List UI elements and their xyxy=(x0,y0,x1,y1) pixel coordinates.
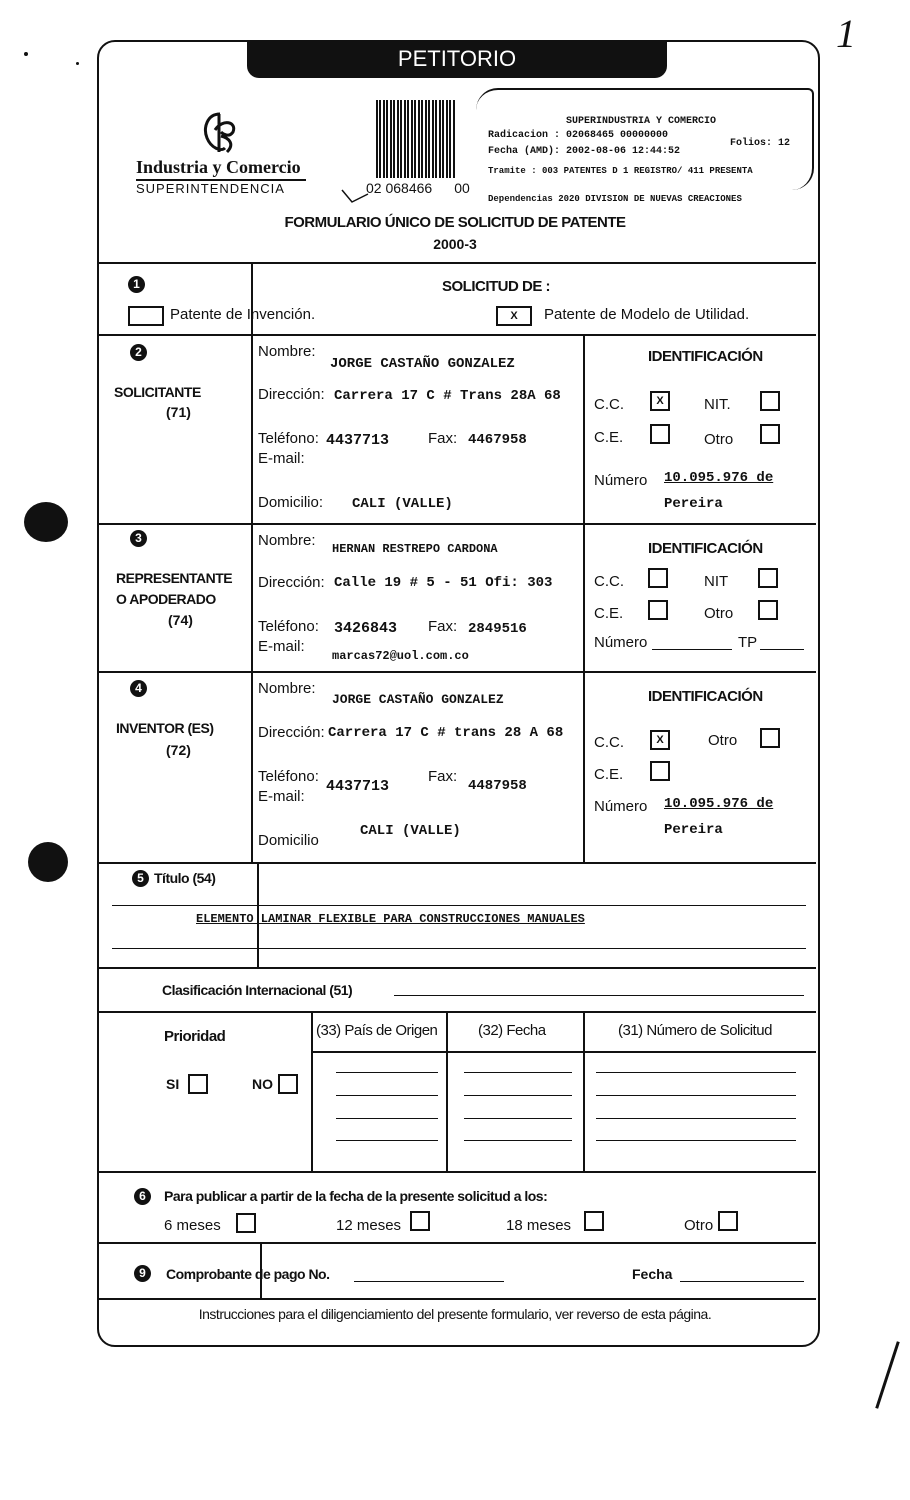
dieciocho-meses-checkbox[interactable] xyxy=(584,1211,604,1231)
otro-checkbox[interactable] xyxy=(718,1211,738,1231)
comprobante-line[interactable] xyxy=(354,1281,504,1282)
divider xyxy=(97,1298,816,1300)
solicitante-code: (71) xyxy=(166,404,191,420)
section-number-6: 6 xyxy=(134,1188,151,1205)
solicitante-fax: 4467958 xyxy=(468,432,527,448)
tp-label: TP xyxy=(738,634,758,651)
stamp-folios: Folios: 12 xyxy=(730,138,791,149)
domicilio-label: Domicilio xyxy=(258,832,319,849)
stamp-text-3: Fecha (AMD): 2002-08-06 12:44:52 xyxy=(488,146,681,157)
identificacion-title: IDENTIFICACIÓN xyxy=(648,540,763,557)
punch-hole xyxy=(28,842,68,882)
dieciocho-meses-label: 18 meses xyxy=(506,1217,572,1234)
fax-label: Fax: xyxy=(428,430,458,447)
solicitante-telefono: 4437713 xyxy=(326,432,390,449)
nombre-label: Nombre: xyxy=(258,343,316,360)
inventor-code: (72) xyxy=(166,742,191,758)
punch-hole xyxy=(24,502,68,542)
inventor-numero: 10.095.976 de xyxy=(664,796,774,812)
divider-v xyxy=(583,334,585,862)
cc-label: C.C. xyxy=(594,396,624,413)
instructions-footer: Instrucciones para el diligenciamiento del presente formulario, ver reverso de esta página. xyxy=(198,1306,712,1322)
divider xyxy=(97,334,816,336)
form-code: 2000-3 xyxy=(433,236,477,252)
fecha-line[interactable] xyxy=(464,1072,572,1073)
logo-subtext: SUPERINTENDENCIA xyxy=(136,181,285,196)
fax-label: Fax: xyxy=(428,768,458,785)
email-label: E-mail: xyxy=(258,450,305,467)
pais-origen-header: (33) País de Origen xyxy=(316,1022,438,1039)
otro-label: Otro xyxy=(684,1217,714,1234)
numero-solicitud-header: (31) Número de Solicitud xyxy=(618,1022,772,1039)
numero-solicitud-line[interactable] xyxy=(596,1072,796,1073)
divider xyxy=(97,1011,816,1013)
inventor-nombre: JORGE CASTAÑO GONZALEZ xyxy=(332,692,504,707)
domicilio-label: Domicilio: xyxy=(258,494,324,511)
inventor-fax: 4487958 xyxy=(468,778,527,794)
no-checkbox[interactable] xyxy=(278,1074,298,1094)
patente-modelo-checkbox[interactable]: X xyxy=(496,306,532,326)
otro-checkbox[interactable] xyxy=(760,728,780,748)
telefono-label: Teléfono: xyxy=(258,768,319,785)
direccion-label: Dirección: xyxy=(258,724,325,741)
nit-label: NIT. xyxy=(704,396,731,413)
patente-invencion-checkbox[interactable] xyxy=(128,306,164,326)
ce-checkbox[interactable] xyxy=(650,761,670,781)
ce-label: C.E. xyxy=(594,605,624,622)
patente-modelo-label: Patente de Modelo de Utilidad. xyxy=(544,306,750,323)
section-number-1: 1 xyxy=(128,276,145,293)
divider-v xyxy=(446,1011,448,1171)
section-number-5: 5 xyxy=(132,870,149,887)
solicitante-nombre: JORGE CASTAÑO GONZALEZ xyxy=(330,356,515,372)
cc-checkbox[interactable]: X xyxy=(650,391,670,411)
divider xyxy=(97,1242,816,1244)
clasificacion-label: Clasificación Internacional (51) xyxy=(162,982,353,998)
titulo-line xyxy=(112,948,806,949)
cc-checkbox[interactable]: X xyxy=(650,730,670,750)
inventor-domicilio: CALI (VALLE) xyxy=(360,823,461,839)
representante-nombre: HERNAN RESTREPO CARDONA xyxy=(332,542,498,556)
representante-email: marcas72@uol.com.co xyxy=(332,649,469,663)
otro-label: Otro xyxy=(704,431,734,448)
prioridad-label: Prioridad xyxy=(164,1028,226,1045)
stamp-text-4: Tramite : 003 PATENTES D 1 REGISTRO/ 411 PRESENTA xyxy=(488,166,753,176)
nit-label: NIT xyxy=(704,573,729,590)
stamp-text-2: Radicacion : 02068465 00000000 xyxy=(488,130,669,141)
tp-line xyxy=(760,649,804,650)
representante-fax: 2849516 xyxy=(468,621,527,637)
representante-code: (74) xyxy=(168,612,193,628)
patente-invencion-label: Patente de Invención. xyxy=(170,306,316,323)
corner-stroke xyxy=(875,1341,899,1409)
divider xyxy=(97,262,816,264)
section-number-9: 9 xyxy=(134,1265,151,1282)
numero-label: Número xyxy=(594,798,648,815)
inventor-direccion: Carrera 17 C # trans 28 A 68 xyxy=(328,725,564,741)
fecha-header: (32) Fecha xyxy=(478,1022,546,1039)
publicar-label: Para publicar a partir de la fecha de la presente solicitud a los: xyxy=(164,1188,548,1204)
doce-meses-label: 12 meses xyxy=(336,1217,402,1234)
cc-label: C.C. xyxy=(594,734,624,751)
seis-meses-label: 6 meses xyxy=(164,1217,221,1234)
inventor-title: INVENTOR (ES) xyxy=(116,720,214,736)
nit-checkbox[interactable] xyxy=(758,568,778,588)
pais-origen-line[interactable] xyxy=(336,1140,438,1141)
section1-heading: SOLICITUD DE : xyxy=(442,278,550,295)
divider-v xyxy=(251,262,253,862)
comprobante-label: Comprobante de pago No. xyxy=(166,1266,330,1282)
divider xyxy=(311,1051,816,1053)
fecha-line[interactable] xyxy=(464,1140,572,1141)
cc-checkbox[interactable] xyxy=(648,568,668,588)
telefono-label: Teléfono: xyxy=(258,430,319,447)
nombre-label: Nombre: xyxy=(258,680,316,697)
titulo-label: Título (54) xyxy=(154,870,216,886)
telefono-label: Teléfono: xyxy=(258,618,319,635)
speck xyxy=(76,62,79,65)
representante-telefono: 3426843 xyxy=(334,620,398,637)
representante-title: REPRESENTANTE xyxy=(116,570,233,586)
clasificacion-line[interactable] xyxy=(394,995,804,996)
form-title: FORMULARIO ÚNICO DE SOLICITUD DE PATENTE xyxy=(284,214,626,231)
ce-label: C.E. xyxy=(594,429,624,446)
pais-origen-line[interactable] xyxy=(336,1118,438,1119)
titulo-value: ELEMENTO LAMINAR FLEXIBLE PARA CONSTRUCCIONES MANUALES xyxy=(196,912,585,926)
ce-label: C.E. xyxy=(594,766,624,783)
solicitante-numero-city: Pereira xyxy=(664,496,723,512)
stamp-text-1: SUPERINDUSTRIA Y COMERCIO xyxy=(566,116,717,127)
nombre-label: Nombre: xyxy=(258,532,316,549)
inventor-numero-city: Pereira xyxy=(664,822,723,838)
divider xyxy=(97,523,816,525)
otro-label: Otro xyxy=(708,732,738,749)
stamp-text-5: Dependencias 2020 DIVISION DE NUEVAS CREACIONES xyxy=(488,194,742,204)
doce-meses-checkbox[interactable] xyxy=(410,1211,430,1231)
banner-title: PETITORIO xyxy=(397,46,517,71)
fecha-line[interactable] xyxy=(680,1281,804,1282)
pais-origen-line[interactable] xyxy=(336,1095,438,1096)
logo-text: Industria y Comercio xyxy=(136,157,301,177)
page-number: 1 xyxy=(836,11,856,56)
numero-solicitud-line[interactable] xyxy=(596,1095,796,1096)
fecha-line[interactable] xyxy=(464,1118,572,1119)
numero-label: Número xyxy=(594,634,648,651)
email-label: E-mail: xyxy=(258,788,305,805)
inventor-telefono: 4437713 xyxy=(326,778,390,795)
pais-origen-line[interactable] xyxy=(336,1072,438,1073)
solicitante-numero: 10.095.976 de xyxy=(664,470,774,486)
speck xyxy=(24,52,28,56)
solicitante-title: SOLICITANTE xyxy=(114,384,201,400)
barcode-number: 02 068466 00 xyxy=(366,180,470,196)
petitorio-banner xyxy=(247,40,667,78)
divider-v xyxy=(311,1011,313,1171)
si-checkbox[interactable] xyxy=(188,1074,208,1094)
divider xyxy=(97,967,816,969)
otro-checkbox[interactable] xyxy=(758,600,778,620)
fecha-label: Fecha xyxy=(632,1266,673,1282)
direccion-label: Dirección: xyxy=(258,574,325,591)
barcode xyxy=(376,100,456,178)
identificacion-title: IDENTIFICACIÓN xyxy=(648,348,763,365)
section-number-4: 4 xyxy=(130,680,147,697)
divider-v xyxy=(583,1011,585,1171)
divider xyxy=(97,862,816,864)
numero-label: Número xyxy=(594,472,648,489)
numero-solicitud-line[interactable] xyxy=(596,1118,796,1119)
nit-checkbox[interactable] xyxy=(760,391,780,411)
numero-line xyxy=(652,649,732,650)
titulo-line xyxy=(112,905,806,906)
fecha-line[interactable] xyxy=(464,1095,572,1096)
representante-direccion: Calle 19 # 5 - 51 Ofi: 303 xyxy=(334,575,553,591)
no-label: NO xyxy=(252,1076,273,1092)
apoderado-title: O APODERADO xyxy=(116,591,216,607)
ce-checkbox[interactable] xyxy=(648,600,668,620)
cc-label: C.C. xyxy=(594,573,624,590)
numero-solicitud-line[interactable] xyxy=(596,1140,796,1141)
direccion-label: Dirección: xyxy=(258,386,325,403)
section-number-3: 3 xyxy=(130,530,147,547)
solicitante-direccion: Carrera 17 C # Trans 28A 68 xyxy=(334,388,561,404)
seis-meses-checkbox[interactable] xyxy=(236,1213,256,1233)
otro-label: Otro xyxy=(704,605,734,622)
section-number-2: 2 xyxy=(130,344,147,361)
identificacion-title: IDENTIFICACIÓN xyxy=(648,688,763,705)
si-label: SI xyxy=(166,1076,180,1092)
otro-checkbox[interactable] xyxy=(760,424,780,444)
divider xyxy=(97,1171,816,1173)
divider xyxy=(97,671,816,673)
fax-label: Fax: xyxy=(428,618,458,635)
ce-checkbox[interactable] xyxy=(650,424,670,444)
sic-logo-icon xyxy=(195,108,245,158)
email-label: E-mail: xyxy=(258,638,305,655)
solicitante-domicilio: CALI (VALLE) xyxy=(352,496,453,512)
